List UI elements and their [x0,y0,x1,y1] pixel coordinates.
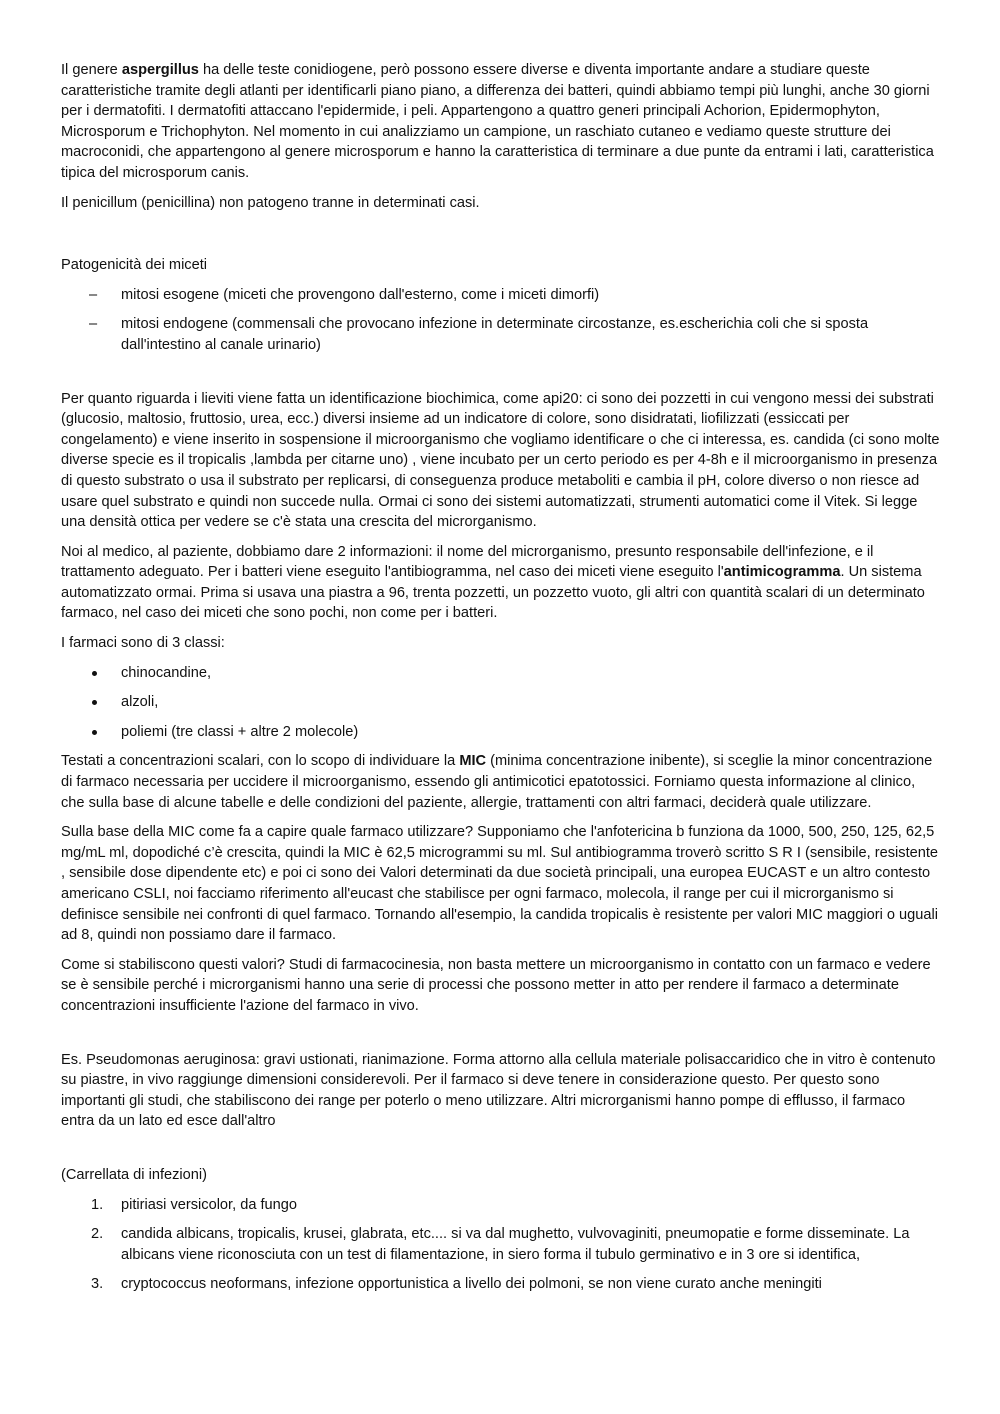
list-item: – mitosi esogene (miceti che provengono dall'esterno, come i miceti dimorfi) [61,285,942,306]
list-farmaci [61,663,942,743]
paragraph-aspergillus: Il genere aspergillus ha delle teste conidiogene, però possono essere diverse e diventa importante andare a studiare queste caratteristiche tramite degli atlanti per identificarli piano piano, a differenza dei batteri, quindi abbiamo tempi più lunghi, anche 30 giorni per i dermatofiti. I dermatofiti attaccano l'epidermide, i peli. Appartengono a quattro generi principali Achorion, Epidermophyton, Microsporum e Trichophyton. Nel momento in cui analizziamo un campione, un raschiato cutaneo e vediamo queste strutture dei macroconidi, che appartengono al genere microsporum e hanno la caratteristica di terminare a due punte da entrami i lati, caratteristica tipica del microsporum canis. [61,62,934,181]
list-number: 3. [91,1276,104,1293]
paragraph-antimicogramma: Noi al medico, al paziente, dobbiamo dare 2 informazioni: il nome del microrganismo, presunto responsabile dell'infezione, e il trattamento adeguato. Per i batteri viene eseguito l'antibiogramma, nel caso dei miceti viene eseguito l'antimicogramma. Un sistema automatizzato ormai. Prima si usava una piastra a 96, trenta pozzetti, un pozzetto vuoto, gli altri con quantità scalari di un determinato farmaco, nel caso dei miceti che sono pochi, non come per i batteri. [61,543,925,622]
list-patogenicita [61,285,942,356]
list-number: 2. [91,1226,104,1243]
bold-term-mic: MIC [459,753,487,770]
list-item: chinocandine, [61,663,942,684]
heading-patogenicita: Patogenicità dei miceti [61,257,208,274]
paragraph-farmacocinesia: Come si stabiliscono questi valori? Studi di farmacocinesia, non basta mettere un microorganismo in contatto con un farmaco e vedere se è sensibile perché i microrganismi hanno una serie di processi che possono metter in atto per rendere il farmaco a determinate concentrazioni insufficiente l'azione del farmaco in vivo. [61,956,931,1014]
paragraph-lieviti: Per quanto riguarda i lieviti viene fatta un identificazione biochimica, come api20: ci sono dei pozzetti in cui vengono messi dei substrati (glucosio, maltosio, fruttosio, urea, ecc.) diversi insieme ad un indicatore di colore, sono disidratati, liofilizzati (essiccati per congelamento) e viene inserito in sospensione il microorganismo che vogliamo identificare o che ci interessa, es. candida (ci sono molte diverse specie es il tropicalis ,lambda per citarne uno) , viene incubato per un certo periodo es per 4-8h e il microorganismo in presenza di questo substrato o usa il substrato per replicarsi, di conseguenza produce metaboliti e cambia il pH, colore diverso o non riesce ad usare quel substrato e quindi non succede nulla. Ormai ci sono dei sistemi automatizzati, strumenti automatici come il Vitek. Si legge una densità ottica per vedere se c'è stata una crescita del microrganismo. [61,390,940,531]
list-item: poliemi (tre classi + altre 2 molecole) [61,722,942,743]
list-item: 3. cryptococcus neoformans, infezione opportunistica a livello dei polmoni, se non viene curato anche meningiti [61,1274,942,1295]
list-infezioni [61,1195,942,1295]
heading-infezioni: (Carrellata di infezioni) [61,1166,207,1183]
list-item: 1. pitiriasi versicolor, da fungo [61,1195,942,1216]
list-item: – mitosi endogene (commensali che provocano infezione in determinate circostanze, es.escherichia coli che si sposta dall'intestino al canale urinario) [61,314,942,355]
paragraph-mic: Testati a concentrazioni scalari, con lo scopo di individuare la MIC (minima concentrazione inibente), si sceglie la minor concentrazione di farmaco necessaria per uccidere il microorganismo, essendo gli antimicotici epatotossici. Forniamo questa informazione al clinico, che sulla base di alcune tabelle e delle condizioni del paziente, allergie, trattamenti con altri farmaci, deciderà quale utilizzare. [61,753,933,811]
paragraph-pseudomonas: Es. Pseudomonas aeruginosa: gravi ustionati, rianimazione. Forma attorno alla cellula materiale polisaccaridico che in vitro è contenuto su piastre, in vivo raggiunge dimensioni considerevoli. Per il farmaco si deve tenere in considerazione questo. Per questo sono importanti gli studi, che stabiliscono dei range per poterlo o meno utilizzare. Altri microrganismi hanno pompe di efflusso, il farmaco entra da un lato ed esce dall'altro [61,1051,936,1130]
bold-term-aspergillus: aspergillus [121,62,199,78]
bold-term-antimicogramma: antimicogramma [723,564,841,581]
paragraph-farmaci-intro: I farmaci sono di 3 classi: [61,635,225,652]
list-item: alzoli, [61,692,942,713]
list-item: 2. candida albicans, tropicalis, krusei, glabrata, etc.... si va dal mughetto, vulvovaginiti, pneumopatie e forme disseminate. La albicans viene riconosciuta con un test di filamentazione, in siero forma il tubulo germinativo e in 3 ore si identifica, [91,1226,910,1263]
paragraph-penicillum: Il penicillum (penicillina) non patogeno tranne in determinati casi. [61,194,480,211]
paragraph-anfotericina: Sulla base della MIC come fa a capire quale farmaco utilizzare? Supponiamo che l'anfotericina b funziona da 1000, 500, 250, 125, 62,5 mg/mL ml, dopodiché c’è crescita, quindi la MIC è 62,5 microgrammi su ml. Sul antibiogramma troverò scritto S R I (sensibile, resistente , sensibile dose dipendente etc) e poi ci sono dei Valori determinati da due società principali, una europea EUCAST e un altro contesto americano CSLI, noi facciamo riferimento all'eucast che stabilisce per ogni farmaco, molecola, il range per cui il microrganismo si definisce sensibile nei confronti di quel farmaco. Tornando all'esempio, la candida tropicalis è resistente per valori MIC maggiori o uguali ad 8, quindi non possiamo dare il farmaco. [61,824,939,944]
list-number: 1. [91,1196,104,1213]
